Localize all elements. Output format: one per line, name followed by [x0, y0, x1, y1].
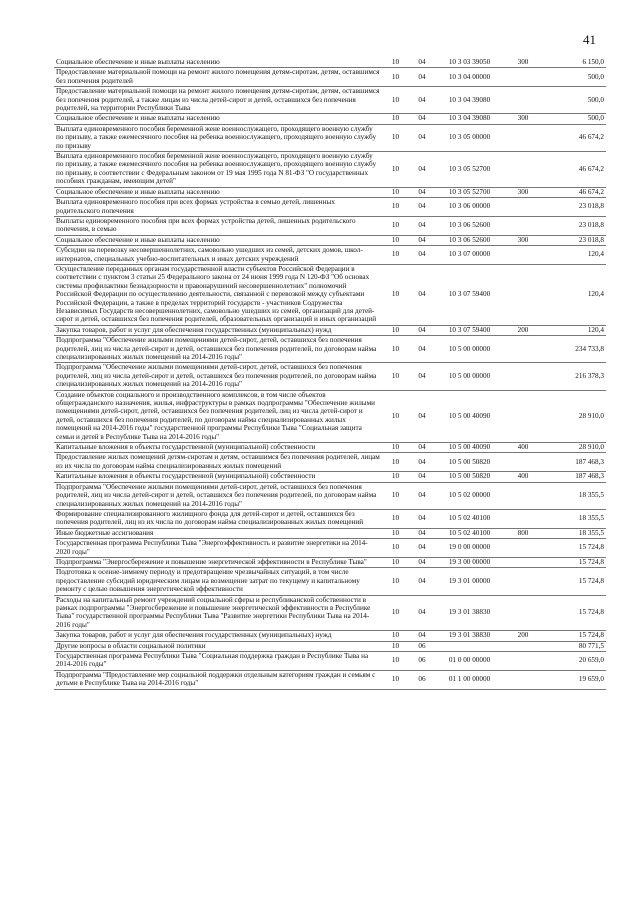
amount: 46 674,2 — [542, 152, 606, 188]
subsection-code: 04 — [409, 595, 435, 631]
amount: 18 355,5 — [542, 509, 606, 528]
table-row — [54, 595, 606, 631]
section-code: 10 — [382, 443, 409, 453]
section-code: 10 — [382, 539, 409, 558]
subsection-code: 04 — [409, 87, 435, 114]
expense-type-code: 200 — [504, 631, 542, 641]
table-row — [54, 390, 606, 442]
section-code: 10 — [382, 509, 409, 528]
table-row — [54, 87, 606, 114]
table-row — [54, 631, 606, 641]
target-item-code: 10 3 04 00000 — [435, 68, 504, 87]
table-row — [54, 124, 606, 151]
subsection-code: 04 — [409, 568, 435, 595]
expense-name: Закупка товаров, работ и услуг для обеспечения государственных (муниципальных) нужд — [54, 325, 382, 335]
expense-type-code: 300 — [504, 187, 542, 197]
target-item-code: 10 5 00 00000 — [435, 363, 504, 390]
expense-name: Субсидии на перевозку несовершеннолетних, самовольно ушедших из семей, детских домов, школ-интернатов, специальных учебно-воспитательных и иных детских учреждений — [54, 246, 382, 265]
expense-type-code — [504, 595, 542, 631]
amount: 187 468,3 — [542, 472, 606, 482]
subsection-code: 04 — [409, 509, 435, 528]
subsection-code: 04 — [409, 472, 435, 482]
section-code: 10 — [382, 482, 409, 509]
table-row — [54, 652, 606, 671]
amount: 500,0 — [542, 68, 606, 87]
section-code: 10 — [382, 363, 409, 390]
amount: 120,4 — [542, 246, 606, 265]
section-code: 10 — [382, 652, 409, 671]
expense-type-code — [504, 557, 542, 567]
target-item-code: 10 5 02 40100 — [435, 528, 504, 538]
subsection-code: 04 — [409, 325, 435, 335]
expense-name: Выплата единовременного пособия беременной жене военнослужащего, проходящего военную службу по призыву, а также ежемесячного пособия на ребенка военнослужащего, проходящего военную службу по призыву, в соответствии с Федеральным законом от 19 мая 1995 года N 81-ФЗ "О государственных пособиях гражданам, имеющим детей" — [54, 152, 382, 188]
table-row — [54, 443, 606, 453]
target-item-code: 10 3 07 59400 — [435, 325, 504, 335]
expense-name: Предоставление материальной помощи на ремонт жилого помещения детям-сиротам, детям, оставшимся без попечения родителей, а также лицам из числа детей-сирот и детей, оставшихся без попечения родителей, на территории Республики Тыва — [54, 87, 382, 114]
target-item-code: 10 3 05 52700 — [435, 152, 504, 188]
expense-name: Подпрограмма "Предоставление мер социальной поддержки отдельным категориям граждан и семьям с детьми в Республике Тыва на 2014-2016 годы" — [54, 670, 382, 689]
amount: 500,0 — [542, 87, 606, 114]
subsection-code: 04 — [409, 539, 435, 558]
section-code: 10 — [382, 325, 409, 335]
table-row — [54, 482, 606, 509]
expense-name: Подпрограмма "Обеспечение жилыми помещениями детей-сирот, детей, оставшихся без попечения родителей, лиц из числа детей-сирот и детей, оставшихся без попечения родителей, по договорам найма специализированных жилых помещений на 2014-2016 годы" — [54, 336, 382, 363]
amount: 28 910,0 — [542, 443, 606, 453]
expense-type-code — [504, 264, 542, 325]
section-code: 10 — [382, 264, 409, 325]
amount: 120,4 — [542, 264, 606, 325]
subsection-code: 04 — [409, 631, 435, 641]
section-code: 10 — [382, 472, 409, 482]
amount: 15 724,8 — [542, 539, 606, 558]
subsection-code: 04 — [409, 482, 435, 509]
subsection-code: 04 — [409, 528, 435, 538]
section-code: 10 — [382, 216, 409, 235]
expense-name: Другие вопросы в области социальной политики — [54, 641, 382, 651]
expense-type-code — [504, 641, 542, 651]
subsection-code: 04 — [409, 557, 435, 567]
table-row — [54, 363, 606, 390]
subsection-code: 04 — [409, 235, 435, 245]
amount: 20 659,0 — [542, 652, 606, 671]
page-number: 41 — [583, 32, 596, 47]
table-row — [54, 557, 606, 567]
expense-name: Осуществление переданных органам государственной власти субъектов Российской Федерации в соответствии с пунктом 3 статьи 25 Федерального закона от 24 июня 1999 года N 120-ФЗ "Об основах системы профилактики безнадзорности и правонарушений несовершеннолетних" полномочий Российской Федерации по осуществлению деятельности, связанной с перевозкой между субъектами Российской Федерации, а также в пределах территорий государств - участников Содружества Независимых Государств несовершеннолетних, самовольно ушедших из семей, организаций для детей-сирот и детей, оставшихся без попечения родителей, образовательных организаций и иных организаций — [54, 264, 382, 325]
expense-type-code: 800 — [504, 528, 542, 538]
section-code: 10 — [382, 87, 409, 114]
target-item-code: 10 3 03 39050 — [435, 58, 504, 68]
expense-name: Предоставление материальной помощи на ремонт жилого помещения детям-сиротам, детям, оставшимся без попечения родителей — [54, 68, 382, 87]
amount: 187 468,3 — [542, 453, 606, 472]
target-item-code: 10 5 02 40100 — [435, 509, 504, 528]
table-row — [54, 539, 606, 558]
section-code: 10 — [382, 58, 409, 68]
expense-name: Государственная программа Республики Тыва "Энергоэффективность и развитие энергетики на 2014-2020 годы" — [54, 539, 382, 558]
amount: 23 018,8 — [542, 198, 606, 217]
amount: 15 724,8 — [542, 631, 606, 641]
section-code: 10 — [382, 528, 409, 538]
expense-type-code — [504, 198, 542, 217]
amount: 18 355,5 — [542, 528, 606, 538]
expense-name: Социальное обеспечение и иные выплаты населению — [54, 235, 382, 245]
table-row — [54, 114, 606, 124]
section-code: 10 — [382, 124, 409, 151]
table-row — [54, 198, 606, 217]
table-row — [54, 246, 606, 265]
expense-name: Подпрограмма "Обеспечение жилыми помещениями детей-сирот, детей, оставшихся без попечения родителей, лиц из числа детей-сирот и детей, оставшихся без попечения родителей, по договорам найма специализированных жилых помещений на 2014-2016 годы" — [54, 482, 382, 509]
expense-name: Социальное обеспечение и иные выплаты населению — [54, 114, 382, 124]
expense-type-code — [504, 652, 542, 671]
section-code: 10 — [382, 68, 409, 87]
expense-name: Капитальные вложения в объекты государственной (муниципальной) собственности — [54, 443, 382, 453]
expense-name: Выплата единовременного пособия беременной жене военнослужащего, проходящего военную службу по призыву, а также ежемесячного пособия на ребенка военнослужащего, проходящего военную службу по призыву — [54, 124, 382, 151]
section-code: 10 — [382, 187, 409, 197]
target-item-code: 10 3 07 59400 — [435, 264, 504, 325]
target-item-code: 19 3 01 38830 — [435, 631, 504, 641]
expense-name: Государственная программа Республики Тыва "Социальная поддержка граждан в Республике Тыва на 2014-2016 годы" — [54, 652, 382, 671]
target-item-code: 10 5 00 40090 — [435, 443, 504, 453]
expense-name: Закупка товаров, работ и услуг для обеспечения государственных (муниципальных) нужд — [54, 631, 382, 641]
expense-name: Создание объектов социального и производственного комплексов, в том числе объектов общегражданского назначения, жилья, инфраструктуры в рамках подпрограммы "Обеспечение жилыми помещениями детей-сирот, детей, оставшихся без попечения родителей, лиц из числа детей-сирот и детей, оставшихся без попечения родителей, по договорам найма специализированных жилых помещений на 2014-2016 годы" государственной программы Республики Тыва "Социальная защита семьи и детей в Республике Тыва на 2014-2016 годы" — [54, 390, 382, 442]
section-code: 10 — [382, 641, 409, 651]
table-row — [54, 264, 606, 325]
expense-type-code — [504, 68, 542, 87]
expense-name: Формирование специализированного жилищного фонда для детей-сирот и детей, оставшихся без попечения родителей, лиц из их числа по договорам найма специализированных жилых помещений — [54, 509, 382, 528]
expense-name: Подготовка к осенне-зимнему периоду и предотвращение чрезвычайных ситуаций, в том числе предоставление субсидий юридическим лицам на возмещение затрат по текущему и капитальному ремонту с целью повышения энергетической эффективности — [54, 568, 382, 595]
target-item-code: 10 5 00 40090 — [435, 390, 504, 442]
section-code: 10 — [382, 198, 409, 217]
expense-type-code: 300 — [504, 58, 542, 68]
subsection-code: 06 — [409, 670, 435, 689]
section-code: 10 — [382, 670, 409, 689]
amount: 19 659,0 — [542, 670, 606, 689]
expense-type-code — [504, 87, 542, 114]
expense-type-code — [504, 246, 542, 265]
subsection-code: 04 — [409, 390, 435, 442]
section-code: 10 — [382, 114, 409, 124]
target-item-code: 19 3 00 00000 — [435, 557, 504, 567]
target-item-code: 10 3 04 39080 — [435, 87, 504, 114]
expense-name: Социальное обеспечение и иные выплаты населению — [54, 58, 382, 68]
subsection-code: 04 — [409, 336, 435, 363]
expense-type-code — [504, 453, 542, 472]
expense-type-code: 200 — [504, 325, 542, 335]
table-row — [54, 472, 606, 482]
table-row — [54, 528, 606, 538]
section-code: 10 — [382, 336, 409, 363]
amount: 28 910,0 — [542, 390, 606, 442]
target-item-code: 10 3 05 00000 — [435, 124, 504, 151]
expense-type-code — [504, 124, 542, 151]
amount: 216 378,3 — [542, 363, 606, 390]
subsection-code: 04 — [409, 246, 435, 265]
amount: 80 771,5 — [542, 641, 606, 651]
target-item-code: 10 3 05 52700 — [435, 187, 504, 197]
expense-name: Подпрограмма "Энергосбережение и повышение энергетической эффективности в Республике Тыва" — [54, 557, 382, 567]
expense-type-code: 300 — [504, 235, 542, 245]
target-item-code: 19 0 00 00000 — [435, 539, 504, 558]
table-row — [54, 68, 606, 87]
subsection-code: 04 — [409, 187, 435, 197]
section-code: 10 — [382, 390, 409, 442]
expense-type-code — [504, 152, 542, 188]
table-row — [54, 568, 606, 595]
amount: 15 724,8 — [542, 557, 606, 567]
target-item-code: 01 0 00 00000 — [435, 652, 504, 671]
amount: 23 018,8 — [542, 216, 606, 235]
table-row — [54, 641, 606, 651]
expense-name: Расходы на капитальный ремонт учреждений социальной сферы и республиканской собственности в рамках подпрограммы "Энергосбережение и повышение энергетической эффективности в Республике Тыва" государственной программы Республики Тыва "Развитие энергетики Республики Тыва на 2014-2016 годы" — [54, 595, 382, 631]
table-row — [54, 58, 606, 68]
expense-name: Капитальные вложения в объекты государственной (муниципальной) собственности — [54, 472, 382, 482]
expense-name: Выплата единовременного пособия при всех формах устройства в семью детей, лишенных родительского попечения — [54, 198, 382, 217]
expense-type-code — [504, 509, 542, 528]
target-item-code: 10 5 00 50820 — [435, 472, 504, 482]
table-row — [54, 670, 606, 689]
amount: 234 733,8 — [542, 336, 606, 363]
budget-table-body — [54, 58, 606, 689]
amount: 500,0 — [542, 114, 606, 124]
amount: 120,4 — [542, 325, 606, 335]
subsection-code: 04 — [409, 114, 435, 124]
table-row — [54, 509, 606, 528]
expense-name: Подпрограмма "Обеспечение жилыми помещениями детей-сирот, детей, оставшихся без попечения родителей, лиц из числа детей-сирот и детей, оставшихся без попечения родителей, по договорам найма специализированных жилых помещений на 2014-2016 годы" — [54, 363, 382, 390]
expense-name: Иные бюджетные ассигнования — [54, 528, 382, 538]
expense-type-code — [504, 336, 542, 363]
subsection-code: 04 — [409, 453, 435, 472]
expense-type-code — [504, 216, 542, 235]
expense-name: Предоставление жилых помещений детям-сиротам и детям, оставшимся без попечения родителей, лицам из их числа по договорам найма специализированных жилых помещений — [54, 453, 382, 472]
subsection-code: 04 — [409, 124, 435, 151]
expense-type-code: 300 — [504, 114, 542, 124]
table-row — [54, 152, 606, 188]
subsection-code: 04 — [409, 58, 435, 68]
amount: 46 674,2 — [542, 124, 606, 151]
subsection-code: 04 — [409, 443, 435, 453]
target-item-code: 10 5 00 00000 — [435, 336, 504, 363]
section-code: 10 — [382, 631, 409, 641]
target-item-code: 01 1 00 00000 — [435, 670, 504, 689]
target-item-code: 10 3 04 39080 — [435, 114, 504, 124]
section-code: 10 — [382, 152, 409, 188]
section-code: 10 — [382, 246, 409, 265]
expense-type-code — [504, 363, 542, 390]
target-item-code: 10 3 06 52600 — [435, 216, 504, 235]
amount: 15 724,8 — [542, 595, 606, 631]
section-code: 10 — [382, 557, 409, 567]
budget-table — [54, 58, 606, 690]
subsection-code: 04 — [409, 198, 435, 217]
section-code: 10 — [382, 568, 409, 595]
amount: 18 355,5 — [542, 482, 606, 509]
amount: 15 724,8 — [542, 568, 606, 595]
amount: 46 674,2 — [542, 187, 606, 197]
table-row — [54, 336, 606, 363]
expense-name: Социальное обеспечение и иные выплаты населению — [54, 187, 382, 197]
subsection-code: 04 — [409, 68, 435, 87]
target-item-code: 10 3 06 00000 — [435, 198, 504, 217]
subsection-code: 06 — [409, 652, 435, 671]
target-item-code: 19 3 01 38830 — [435, 595, 504, 631]
section-code: 10 — [382, 595, 409, 631]
target-item-code: 10 3 06 52600 — [435, 235, 504, 245]
section-code: 10 — [382, 235, 409, 245]
expense-name: Выплаты единовременного пособия при всех формах устройства детей, лишенных родительского попечения, в семью — [54, 216, 382, 235]
target-item-code — [435, 641, 504, 651]
subsection-code: 04 — [409, 216, 435, 235]
expense-type-code — [504, 670, 542, 689]
subsection-code: 04 — [409, 264, 435, 325]
amount: 23 018,8 — [542, 235, 606, 245]
target-item-code: 19 3 01 00000 — [435, 568, 504, 595]
table-row — [54, 235, 606, 245]
section-code: 10 — [382, 453, 409, 472]
table-row — [54, 216, 606, 235]
target-item-code: 10 3 07 00000 — [435, 246, 504, 265]
amount: 6 150,0 — [542, 58, 606, 68]
expense-type-code — [504, 482, 542, 509]
expense-type-code: 400 — [504, 443, 542, 453]
table-row — [54, 325, 606, 335]
subsection-code: 04 — [409, 152, 435, 188]
target-item-code: 10 5 02 00000 — [435, 482, 504, 509]
expense-type-code — [504, 539, 542, 558]
table-row — [54, 453, 606, 472]
target-item-code: 10 5 00 50820 — [435, 453, 504, 472]
subsection-code: 06 — [409, 641, 435, 651]
expense-type-code — [504, 568, 542, 595]
expense-type-code — [504, 390, 542, 442]
subsection-code: 04 — [409, 363, 435, 390]
table-row — [54, 187, 606, 197]
expense-type-code: 400 — [504, 472, 542, 482]
